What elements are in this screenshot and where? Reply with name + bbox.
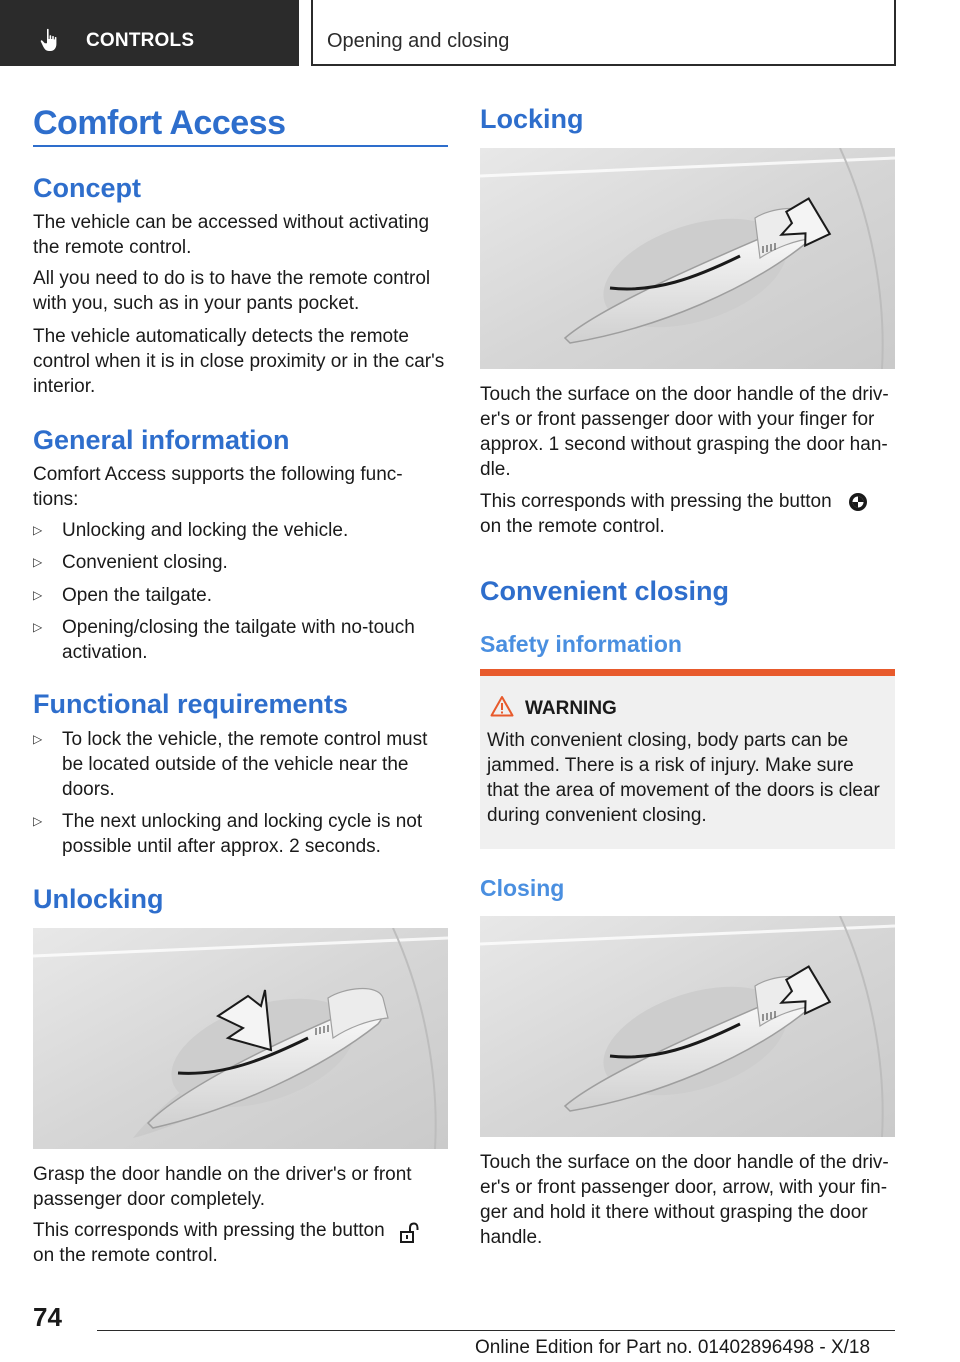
list-item: ▷ Unlocking and locking the vehicle. xyxy=(33,520,349,541)
unlocking-paragraph-2b: on the remote control. xyxy=(33,1245,218,1266)
convenient-closing-heading: Convenient closing xyxy=(480,576,730,606)
unlocking-paragraph-1: Grasp the door handle on the driver's or front passenger door completely. xyxy=(33,1164,412,1210)
door-handle-locking-illustration xyxy=(480,148,895,369)
section-title: CONTROLS xyxy=(86,30,195,51)
locking-paragraph-2a: This corresponds with pressing the button xyxy=(480,491,832,512)
unlocking-paragraph-2a: This corresponds with pressing the button xyxy=(33,1220,385,1241)
door-handle-closing-illustration xyxy=(480,916,895,1137)
bullet-triangle-icon: ▷ xyxy=(33,732,43,746)
page-title: Comfort Access xyxy=(33,104,286,142)
list-item: ▷ Convenient closing. xyxy=(33,552,228,573)
bullet-triangle-icon: ▷ xyxy=(33,814,43,828)
warning-bar xyxy=(480,669,895,676)
concept-paragraph-1: The vehicle can be accessed without activating the remote control. xyxy=(33,212,430,258)
locking-heading: Locking xyxy=(480,104,584,134)
list-item: ▷ To lock the vehicle, the remote control must be located outside of the vehicle near the doors. xyxy=(33,729,428,800)
title-rule xyxy=(33,145,448,147)
warning-box xyxy=(480,669,895,849)
warning-title: WARNING xyxy=(525,698,617,719)
hand-pointer-icon xyxy=(40,28,62,52)
locking-paragraph-2b: on the remote control. xyxy=(480,516,665,537)
page-number: 74 xyxy=(33,1302,62,1332)
footer-edition: Online Edition for Part no. 01402896498 - X/18 xyxy=(475,1337,871,1358)
safety-information-heading: Safety information xyxy=(480,631,682,657)
unlocking-heading: Unlocking xyxy=(33,884,164,914)
list-item: ▷ Opening/closing the tailgate with no-touch activation. xyxy=(33,617,415,663)
closing-paragraph: Touch the surface on the door handle of the driv-er's or front passenger door, arrow, with your fin-ger and hold it there without grasping the door handle. xyxy=(480,1152,889,1248)
bullet-triangle-icon: ▷ xyxy=(33,523,43,537)
warning-text: With convenient closing, body parts can be jammed. There is a risk of injury. Make sure that the area of movement of the doors is clear during convenient closing. xyxy=(487,730,880,826)
locking-paragraph-1: Touch the surface on the door handle of the driv-er's or front passenger door with your finger for approx. 1 second without grasping the door han-dle. xyxy=(480,384,889,480)
bullet-triangle-icon: ▷ xyxy=(33,555,43,569)
list-item: ▷ Open the tailgate. xyxy=(33,585,212,606)
chapter-tab xyxy=(311,0,896,66)
bmw-logo-icon xyxy=(848,491,868,513)
page-header xyxy=(0,0,960,66)
bullet-triangle-icon: ▷ xyxy=(33,588,43,602)
concept-paragraph-2: All you need to do is to have the remote control with you, such as in your pants pocket. xyxy=(33,268,431,314)
list-item: ▷ The next unlocking and locking cycle is not possible until after approx. 2 seconds. xyxy=(33,811,423,857)
footer-rule xyxy=(97,1330,895,1331)
concept-paragraph-3: The vehicle automatically detects the remote control when it is in close proximity or in the car's interior. xyxy=(33,326,445,397)
closing-heading: Closing xyxy=(480,875,565,901)
concept-heading: Concept xyxy=(33,173,141,203)
general-information-heading: General information xyxy=(33,425,290,455)
bullet-triangle-icon: ▷ xyxy=(33,620,43,634)
chapter-title: Opening and closing xyxy=(327,30,510,52)
warning-triangle-icon xyxy=(490,695,514,717)
general-information-intro: Comfort Access supports the following func-tions: xyxy=(33,464,403,510)
section-tab xyxy=(0,0,299,66)
unlock-icon xyxy=(399,1222,419,1244)
functional-requirements-heading: Functional requirements xyxy=(33,689,349,719)
door-handle-unlocking-illustration xyxy=(33,928,448,1149)
